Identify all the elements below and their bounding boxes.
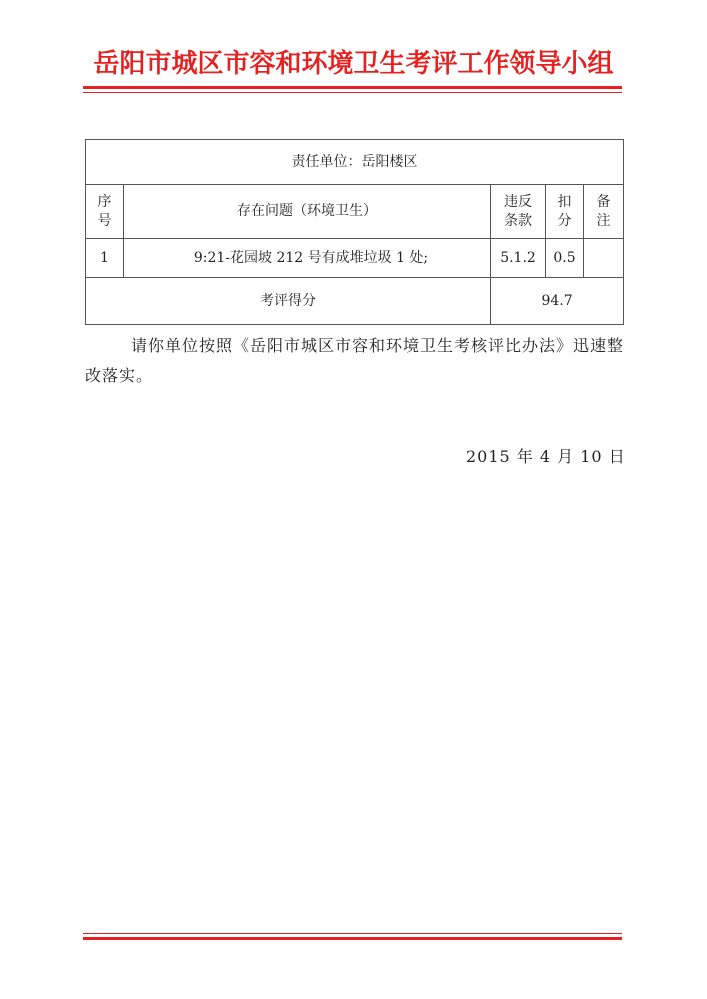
- header-deduct-line2: 分: [557, 212, 572, 229]
- header-seq: [86, 185, 124, 239]
- header-remark-line2: 注: [596, 212, 611, 229]
- header-rule-thick: [83, 86, 622, 89]
- header-seq-line2: 号: [97, 212, 112, 229]
- cell-clause: 5.1.2: [491, 239, 546, 278]
- issue-date: 2015 年 4 月 10 日: [466, 447, 626, 466]
- header-seq-line1: 序: [97, 193, 112, 210]
- header-remark-line1: 备: [596, 193, 611, 210]
- table-header-row: [86, 185, 624, 239]
- rectification-notice: 请你单位按照《岳阳市城区市容和环境卫生考核评比办法》迅速整改落实。: [85, 336, 625, 385]
- header-remark: [584, 185, 624, 239]
- cell-deduct: 0.5: [546, 239, 584, 278]
- header-issue: 存在问题（环境卫生）: [124, 185, 491, 239]
- unit-row: [86, 140, 624, 185]
- score-value: 94.7: [491, 278, 624, 325]
- score-label: 考评得分: [86, 278, 491, 325]
- cell-remark: [584, 239, 624, 278]
- inspection-table: [85, 139, 624, 325]
- cell-seq: 1: [86, 239, 124, 278]
- table-row: [86, 239, 624, 278]
- document-title: 岳阳市城区市容和环境卫生考评工作领导小组: [93, 49, 614, 79]
- header-rule-thin: [83, 92, 622, 93]
- footer-rule-thin: [83, 933, 622, 934]
- footer-rule-thick: [83, 937, 622, 940]
- responsible-unit: 责任单位：岳阳楼区: [86, 140, 624, 185]
- score-row: [86, 278, 624, 325]
- cell-issue: 9:21-花园坡 212 号有成堆垃圾 1 处;: [124, 239, 491, 278]
- header-clause-line2: 条款: [504, 212, 532, 229]
- header-deduct-line1: 扣: [557, 193, 572, 210]
- header-clause-line1: 违反: [504, 193, 532, 210]
- header-deduct: [546, 185, 584, 239]
- header-clause: [491, 185, 546, 239]
